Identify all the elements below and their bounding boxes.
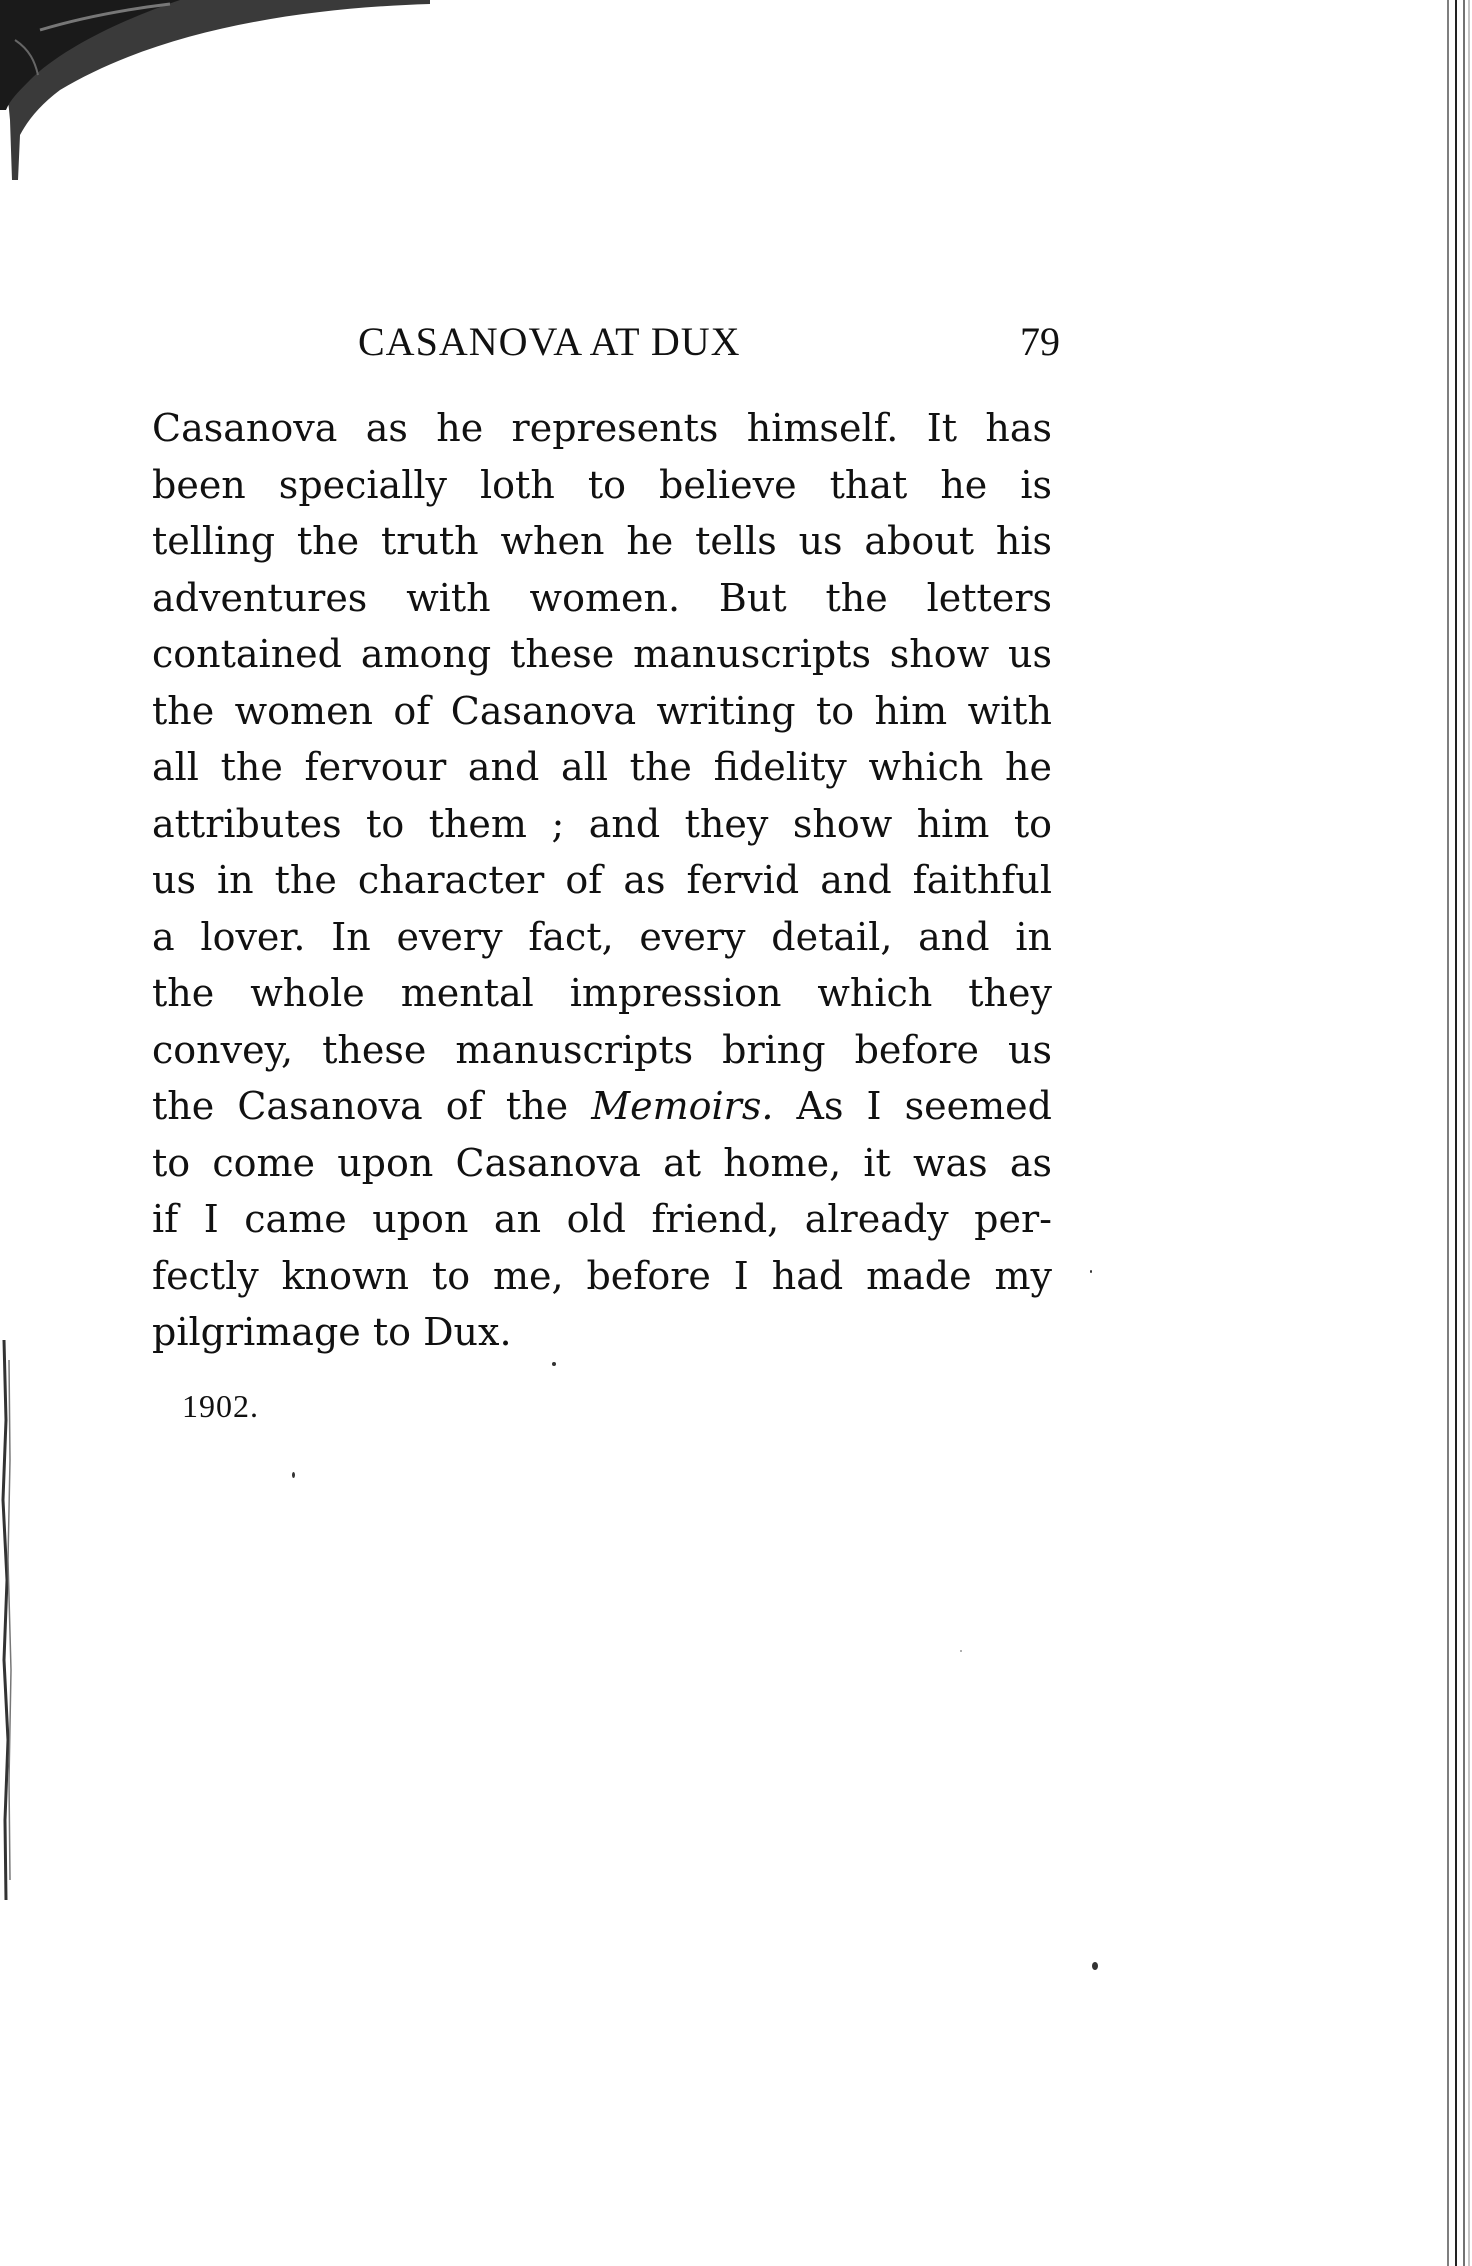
scan-corner-artifact <box>0 0 440 180</box>
text-line: contained among these manuscripts show us <box>152 632 1052 676</box>
text-line: to come upon Casanova at home, it was as <box>152 1140 1052 1185</box>
text-line: convey, these manuscripts bring before us <box>152 1027 1052 1072</box>
scan-speck <box>1092 1962 1098 1970</box>
scan-speck <box>292 1472 295 1478</box>
scan-speck <box>1090 1270 1092 1273</box>
text-line: us in the character of as fervid and faithful <box>152 858 1052 902</box>
date-signature: 1902. <box>182 1388 259 1424</box>
page-number: 79 <box>1020 319 1060 364</box>
text-fragment: the Casanova of the <box>152 1084 592 1128</box>
text-line: adventures with women. But the letters <box>152 575 1052 620</box>
text-line: Casanova as he represents himself. It has <box>152 406 1052 450</box>
running-head <box>150 318 1060 368</box>
text-line: if I came upon an old friend, already per- <box>152 1197 1052 1241</box>
text-line-memoirs <box>152 1078 1052 1135</box>
text-line: the women of Casanova writing to him with <box>152 688 1052 733</box>
text-line: all the fervour and all the fidelity which he <box>152 745 1052 789</box>
text-line: telling the truth when he tells us about his <box>152 519 1052 563</box>
binding-edge-left <box>0 1340 14 1900</box>
binding-edge-right <box>1444 0 1472 2266</box>
body-text <box>152 400 1052 1361</box>
text-line: been specially loth to believe that he is <box>152 462 1052 507</box>
text-line: the whole mental impression which they <box>152 971 1052 1015</box>
book-title-memoirs: Memoirs. <box>591 1084 774 1128</box>
scan-speck <box>552 1362 556 1366</box>
text-line: a lover. In every fact, every detail, and in <box>152 914 1052 959</box>
text-fragment: As I seemed <box>773 1084 1052 1128</box>
scan-speck <box>960 1650 962 1652</box>
text-line: attributes to them ; and they show him to <box>152 801 1052 846</box>
text-line: fectly known to me, before I had made my <box>152 1253 1052 1298</box>
running-title: CASANOVA AT DUX <box>358 319 741 364</box>
text-line-last: pilgrimage to Dux. <box>152 1310 512 1354</box>
